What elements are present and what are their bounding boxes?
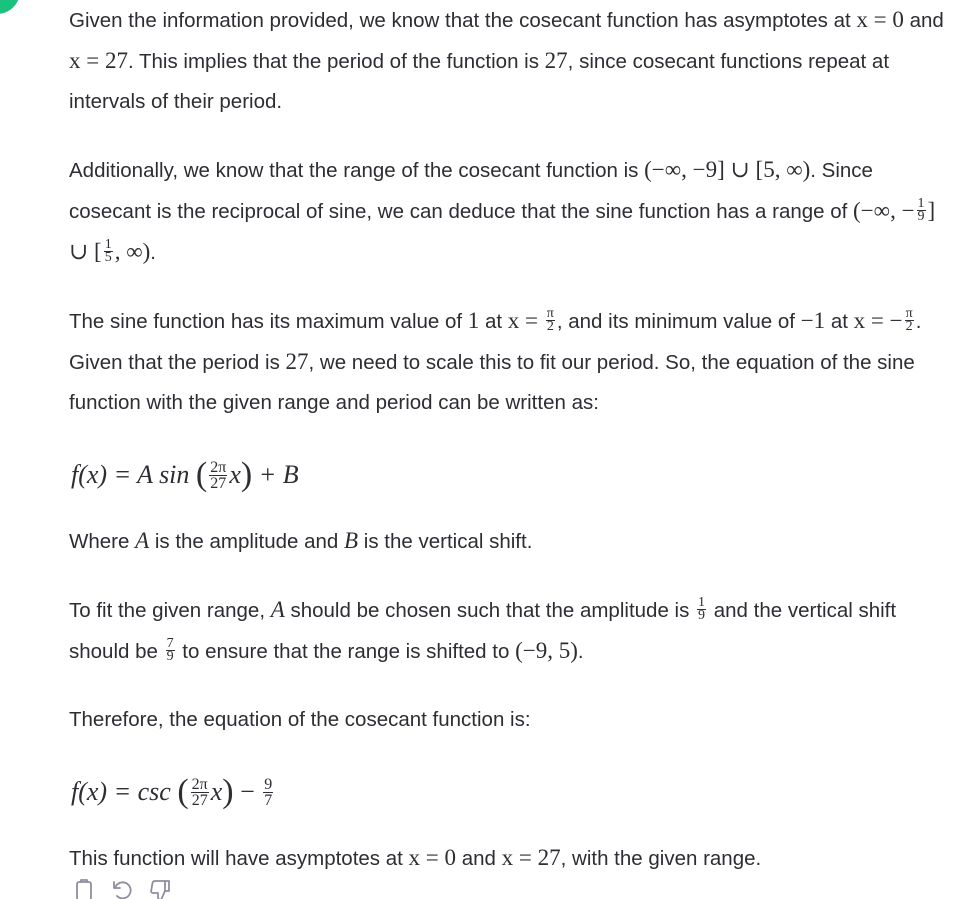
fraction-denominator: 27 — [210, 474, 227, 492]
math-inline: x = — [507, 308, 544, 333]
fraction-denominator: 9 — [166, 649, 174, 665]
math-inline: x = 0 — [856, 7, 904, 32]
fraction — [917, 198, 926, 223]
fraction-numerator: 1 — [698, 595, 706, 611]
math-variable: x — [210, 777, 223, 806]
fraction — [104, 239, 113, 264]
text: is the amplitude and — [149, 530, 345, 553]
math-inline: , ∞) — [114, 239, 151, 264]
text: at — [479, 310, 508, 333]
math-inline: 27 — [285, 349, 309, 374]
paren-right: ) — [240, 456, 253, 493]
text: Where — [69, 530, 136, 553]
text: To fit the given range, — [69, 599, 271, 622]
fraction-numerator: 7 — [166, 636, 174, 652]
math-block-text: f(x) = A sin — [71, 460, 196, 489]
thumbs-down-icon — [149, 878, 171, 899]
fraction — [191, 777, 209, 808]
math-inline: 1 — [467, 308, 480, 333]
paragraph-range — [69, 150, 949, 273]
text: and — [456, 847, 502, 870]
fraction — [905, 308, 914, 333]
fraction — [209, 460, 227, 491]
text: Therefore, the equation of the cosecant function is: — [69, 708, 531, 731]
text: . Since cosecant is the reciprocal of sine, we can deduce that the sine function has a range of — [69, 159, 873, 223]
math-inline: x = 27 — [69, 48, 128, 73]
math-block-text: f(x) = csc — [71, 777, 178, 806]
paragraph-conclusion — [69, 838, 949, 879]
fraction-numerator: 9 — [264, 775, 273, 793]
math-inline: (−∞, −9] ∪ [5, ∞) — [644, 157, 811, 182]
paragraph-fit-range — [69, 590, 949, 672]
math-inline: x = − — [853, 308, 903, 333]
text: . Given that the period is — [69, 310, 922, 374]
math-operator: − — [233, 777, 262, 806]
copy-button[interactable] — [72, 878, 96, 899]
fraction-numerator: π — [905, 306, 913, 322]
math-inline: A — [270, 597, 285, 622]
text: , and its minimum value of — [556, 310, 801, 333]
text: and the vertical shift should be — [69, 599, 897, 663]
text: and — [903, 9, 944, 32]
math-inline: −1 — [800, 308, 826, 333]
math-inline: A — [135, 528, 150, 553]
fraction — [166, 638, 175, 663]
paren-left: ( — [195, 456, 208, 493]
fraction-denominator: 5 — [104, 250, 112, 266]
regenerate-icon — [111, 878, 133, 899]
text: , since cosecant functions repeat at intervals of their period. — [69, 50, 890, 113]
text: , with the given range. — [560, 847, 762, 870]
math-inline: 27 — [544, 48, 568, 73]
assistant-message — [69, 0, 949, 879]
fraction-denominator: 9 — [917, 209, 925, 225]
regenerate-button[interactable] — [110, 878, 134, 899]
assistant-avatar — [0, 0, 20, 14]
text: should be chosen such that the amplitude is — [284, 599, 696, 622]
math-variable: x — [229, 460, 241, 489]
equation-cosecant — [69, 768, 949, 816]
text: , we need to scale this to fit our period. So, the equation of the sine function with the given range and period can be written as: — [69, 351, 915, 414]
paragraph-sine-values — [69, 301, 949, 423]
fraction-numerator: π — [546, 306, 554, 322]
paragraph-therefore — [69, 700, 949, 740]
math-inline: ] ∪ [ — [69, 198, 936, 264]
message-actions — [72, 878, 172, 899]
fraction-numerator: 2π — [191, 775, 208, 793]
text: This function will have asymptotes at — [69, 847, 409, 870]
text: . — [150, 241, 156, 264]
fraction — [546, 308, 555, 333]
fraction-denominator: 7 — [264, 791, 273, 809]
paragraph-asymptotes — [69, 0, 949, 122]
fraction — [263, 777, 273, 808]
thumbs-down-button[interactable] — [148, 878, 172, 899]
math-inline: (−∞, − — [853, 198, 915, 223]
math-inline: (−9, 5) — [515, 638, 578, 663]
math-inline: x = 0 — [408, 845, 457, 870]
paren-right: ) — [222, 773, 234, 810]
fraction-numerator: 1 — [104, 237, 112, 253]
math-inline: x = 27 — [501, 845, 561, 870]
fraction-denominator: 27 — [191, 791, 208, 809]
fraction-denominator: 2 — [905, 319, 913, 335]
text: Given the information provided, we know that the cosecant function has asymptotes at — [69, 9, 857, 32]
text: is the vertical shift. — [358, 530, 533, 553]
text: The sine function has its maximum value of — [69, 310, 468, 333]
paragraph-where — [69, 521, 949, 562]
math-block-text: + B — [252, 460, 299, 489]
math-inline: B — [344, 528, 359, 553]
fraction-numerator: 2π — [210, 458, 227, 476]
text: to ensure that the range is shifted to — [176, 640, 516, 663]
text: . — [577, 640, 584, 663]
text: at — [825, 310, 854, 333]
fraction-numerator: 1 — [917, 196, 925, 212]
fraction-denominator: 9 — [698, 608, 706, 624]
text: Additionally, we know that the range of the cosecant function is — [69, 159, 645, 182]
fraction — [697, 597, 706, 622]
equation-sine — [69, 451, 949, 499]
copy-icon — [74, 878, 94, 899]
fraction-denominator: 2 — [546, 319, 554, 335]
paren-left: ( — [177, 773, 189, 810]
text: . This implies that the period of the function is — [127, 50, 545, 73]
